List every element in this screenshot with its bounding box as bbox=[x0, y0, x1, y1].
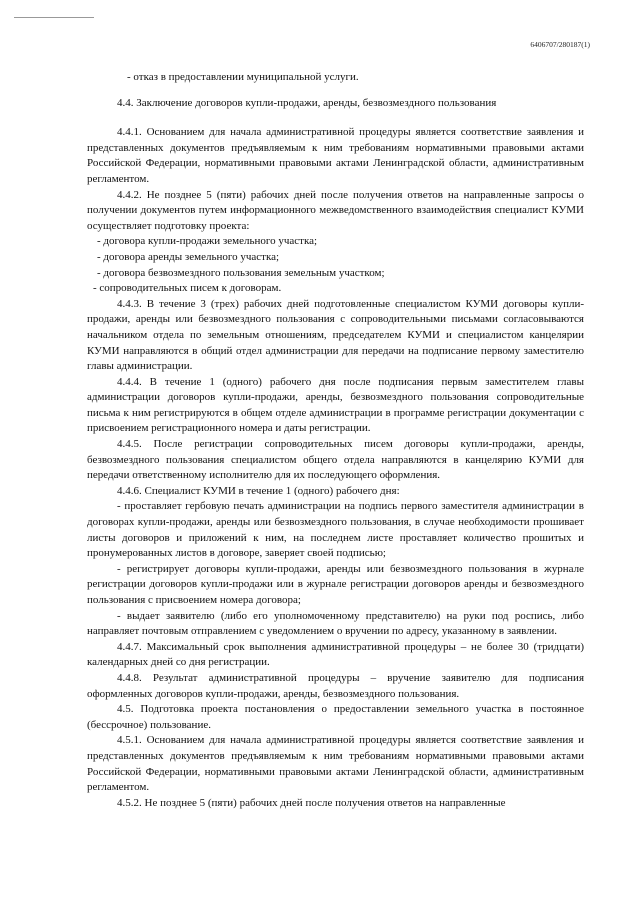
list-item: - сопроводительных писем к договорам. bbox=[93, 282, 282, 295]
paragraph-4-4-6: 4.4.6. Специалист КУМИ в течение 1 (одного) рабочего дня: bbox=[117, 484, 400, 497]
paragraph-4-4-1: 4.4.1. Основанием для начала административной процедуры является соответствие заявления и представленных документов предъявляемым к ним требованиям нормативными правовыми актами Российской Федерации, нормативными правовыми актами Ленинградской области, административным регламентом. bbox=[87, 126, 584, 185]
list-item: - проставляет гербовую печать администрации на подпись первого заместителя администрации в договорах купли-продажи, аренды или безвозмездного пользования, в случае необходимости прошивает листы договоров и приложений к ним, на последнем листе проставляет количество прошитых и пронумерованных листов в договоре, заверяет своей подписью; bbox=[87, 500, 584, 560]
top-divider bbox=[14, 17, 94, 18]
paragraph-refusal: - отказ в предоставлении муниципальной услуги. bbox=[127, 71, 359, 83]
section-heading-4-4: 4.4. Заключение договоров купли-продажи, аренды, безвозмездного пользования bbox=[117, 96, 497, 109]
section-heading-4-5: 4.5. Подготовка проекта постановления о предоставлении земельного участка в постоянное (бессрочное) пользование. bbox=[87, 703, 584, 731]
paragraph-4-4-8: 4.4.8. Результат административной процедуры – вручение заявителю для подписания оформленных договоров купли-продажи, аренды, безвозмездного пользования. bbox=[87, 671, 584, 700]
paragraph-4-4-5: 4.4.5. После регистрации сопроводительных писем договоры купли-продажи, аренды, безвозмездного пользования специалистом общего отдела направляются в канцелярию КУМИ для передачи ответственному исполнителю для их последующего оформления. bbox=[87, 438, 584, 482]
paragraph-4-4-4: 4.4.4. В течение 1 (одного) рабочего дня после подписания первым заместителем главы администрации договоров купли-продажи, аренды, безвозмездного пользования сопроводительные письма к ним регистрируются в общем отделе администрации в программе регистрации документации с присвоением регистрационного номера и даты регистрации. bbox=[87, 375, 584, 435]
list-item: - договора аренды земельного участка; bbox=[97, 250, 280, 263]
paragraph-4-5-2: 4.5.2. Не позднее 5 (пяти) рабочих дней после получения ответов на направленные bbox=[117, 796, 506, 809]
document-number: 6406707/280187(1) bbox=[530, 40, 590, 49]
document-body bbox=[87, 70, 584, 811]
paragraph-4-5-1: 4.5.1. Основанием для начала административной процедуры является соответствие заявления и представленных документов предъявляемым к ним требованиям нормативными правовыми актами Российской Федерации, нормативными правовыми актами Ленинградской области, административным регламентом. bbox=[87, 734, 584, 794]
paragraph-4-4-2: 4.4.2. Не позднее 5 (пяти) рабочих дней после получения ответов на направленные запросы о получении документов путем информационного межведомственного взаимодействия специалист КУМИ осуществляет подготовку проекта: bbox=[87, 188, 584, 232]
list-item: - договора безвозмездного пользования земельным участком; bbox=[97, 266, 385, 279]
list-item: - выдает заявителю (либо его уполномоченному представителю) на руки под роспись, либо направляет почтовым отправлением с уведомлением о вручении по адресу, указанному в заявлении. bbox=[87, 609, 584, 638]
list-item: - регистрирует договоры купли-продажи, аренды или безвозмездного пользования в журнале регистрации договоров купли-продажи или в журнале регистрации договоров аренды и безвозмездного пользования с присвоением номера договора; bbox=[87, 562, 584, 606]
paragraph-4-4-3: 4.4.3. В течение 3 (трех) рабочих дней подготовленные специалистом КУМИ договоры купли-продажи, аренды или безвозмездного пользования с сопроводительными письмами согласовываются начальником отдела по земельным отношениям, председателем КУМИ и специалистом канцелярии КУМИ направляются в общий отдел администрации для передачи на подписание первому заместителю главы администрации. bbox=[87, 297, 584, 373]
list-item: - договора купли-продажи земельного участка; bbox=[97, 235, 318, 248]
paragraph-4-4-7: 4.4.7. Максимальный срок выполнения административной процедуры – не более 30 (тридцати) календарных дней со дня регистрации. bbox=[87, 640, 584, 669]
